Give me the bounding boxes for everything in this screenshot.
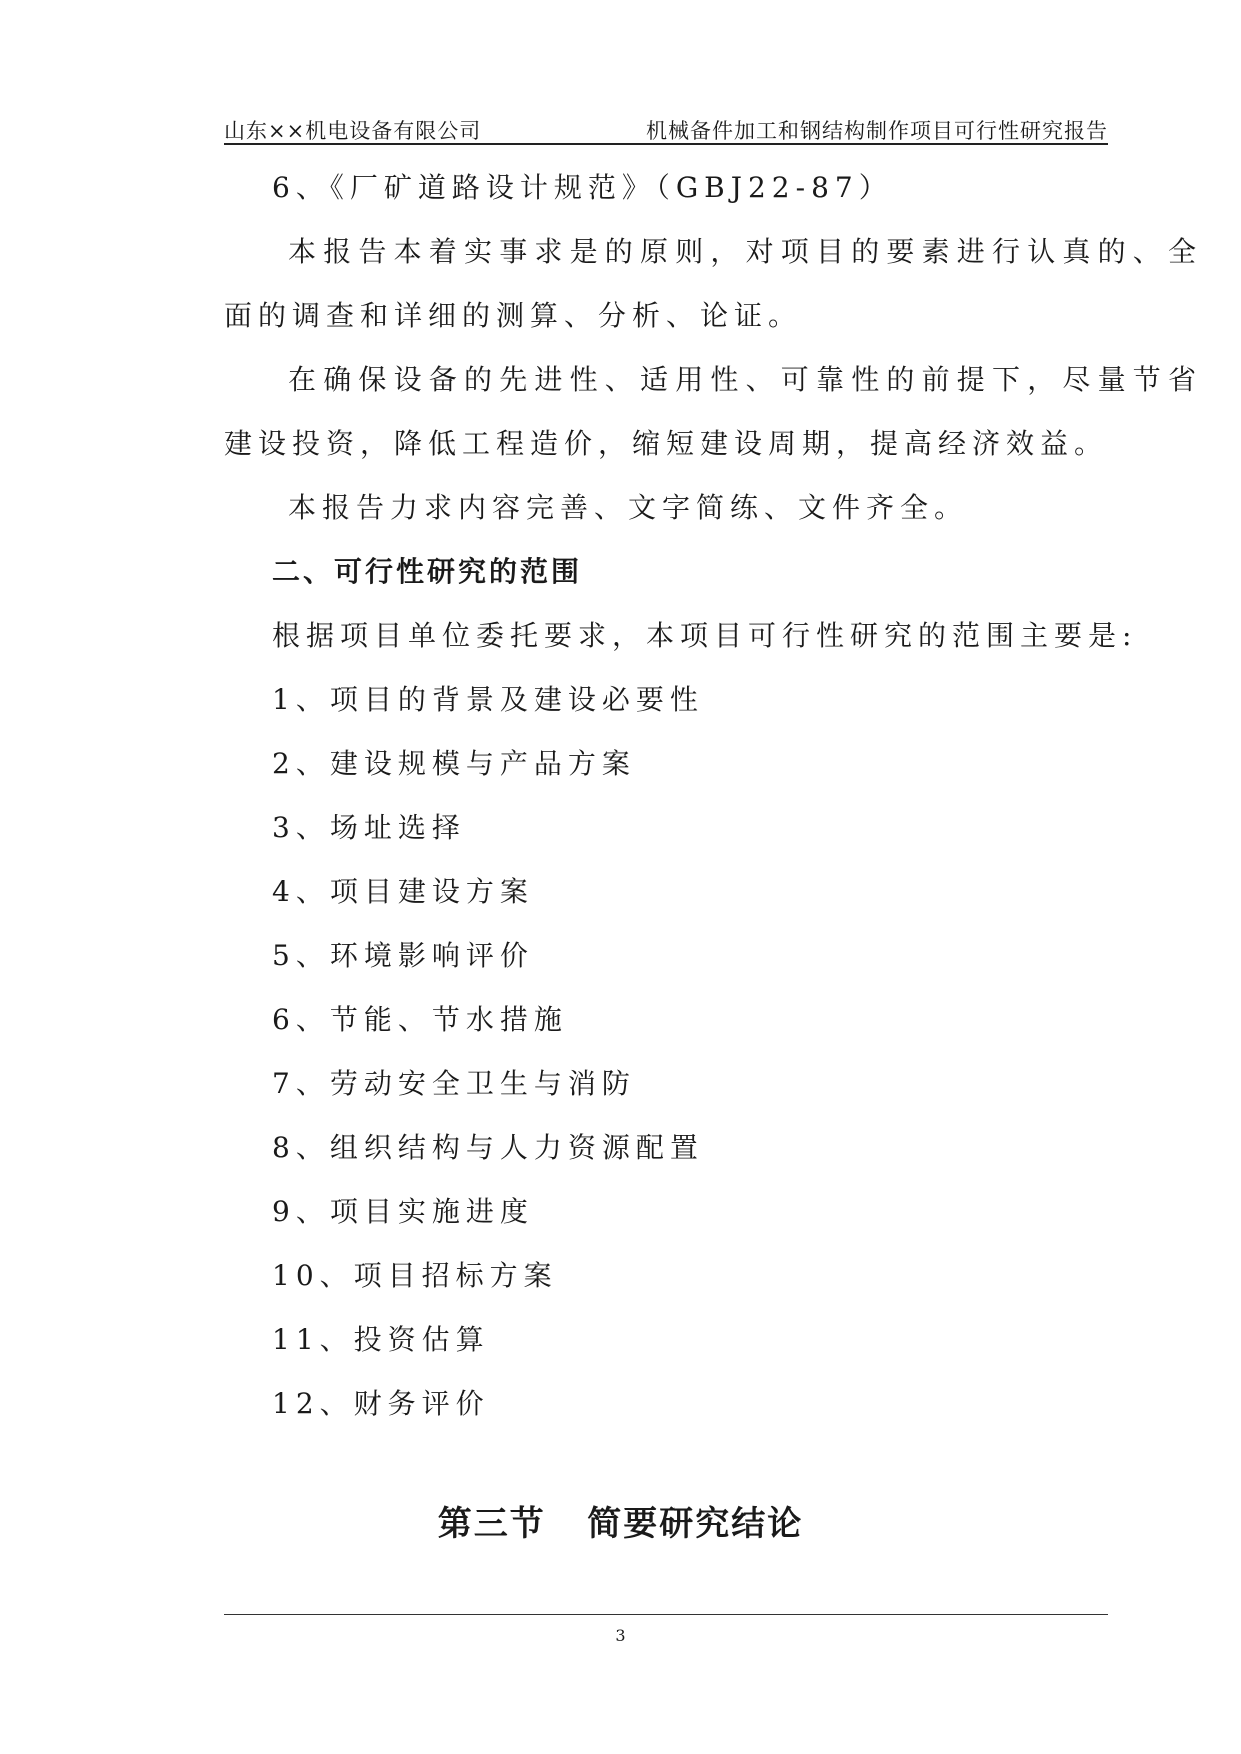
scope-item: 7、劳动安全卫生与消防 <box>272 1067 636 1100</box>
section-heading: 二、可行性研究的范围 <box>272 555 583 588</box>
scope-item: 10、项目招标方案 <box>272 1259 558 1292</box>
footer-divider <box>224 1614 1108 1615</box>
page-number: 3 <box>615 1626 626 1645</box>
scope-item: 8、组织结构与人力资源配置 <box>272 1131 704 1164</box>
paragraph-1-line-2: 面的调查和详细的测算、分析、论证。 <box>224 299 803 332</box>
scope-item: 12、财务评价 <box>272 1387 490 1420</box>
scope-item: 1、项目的背景及建设必要性 <box>272 683 704 716</box>
paragraph-2-line-1: 在确保设备的先进性、适用性、可靠性的前提下，尽量节省 <box>288 363 1204 396</box>
scope-item: 9、项目实施进度 <box>272 1195 534 1228</box>
standard-item: 6、《厂矿道路设计规范》（GBJ22-87） <box>272 171 893 204</box>
header-company: 山东××机电设备有限公司 <box>224 119 482 143</box>
paragraph-3: 本报告力求内容完善、文字简练、文件齐全。 <box>288 491 969 524</box>
scope-item: 3、场址选择 <box>272 811 466 844</box>
scope-item: 6、节能、节水措施 <box>272 1003 568 1036</box>
scope-intro: 根据项目单位委托要求，本项目可行性研究的范围主要是: <box>272 619 1138 652</box>
scope-item: 11、投资估算 <box>272 1323 490 1356</box>
section-title: 第三节 简要研究结论 <box>437 1504 804 1544</box>
paragraph-1-line-1: 本报告本着实事求是的原则，对项目的要素进行认真的、全 <box>288 235 1204 268</box>
header-report-title: 机械备件加工和钢结构制作项目可行性研究报告 <box>646 119 1108 143</box>
scope-item: 4、项目建设方案 <box>272 875 534 908</box>
scope-item: 2、建设规模与产品方案 <box>272 747 636 780</box>
header-divider <box>224 143 1108 145</box>
paragraph-2-line-2: 建设投资，降低工程造价，缩短建设周期，提高经济效益。 <box>224 427 1109 460</box>
scope-item: 5、环境影响评价 <box>272 939 534 972</box>
